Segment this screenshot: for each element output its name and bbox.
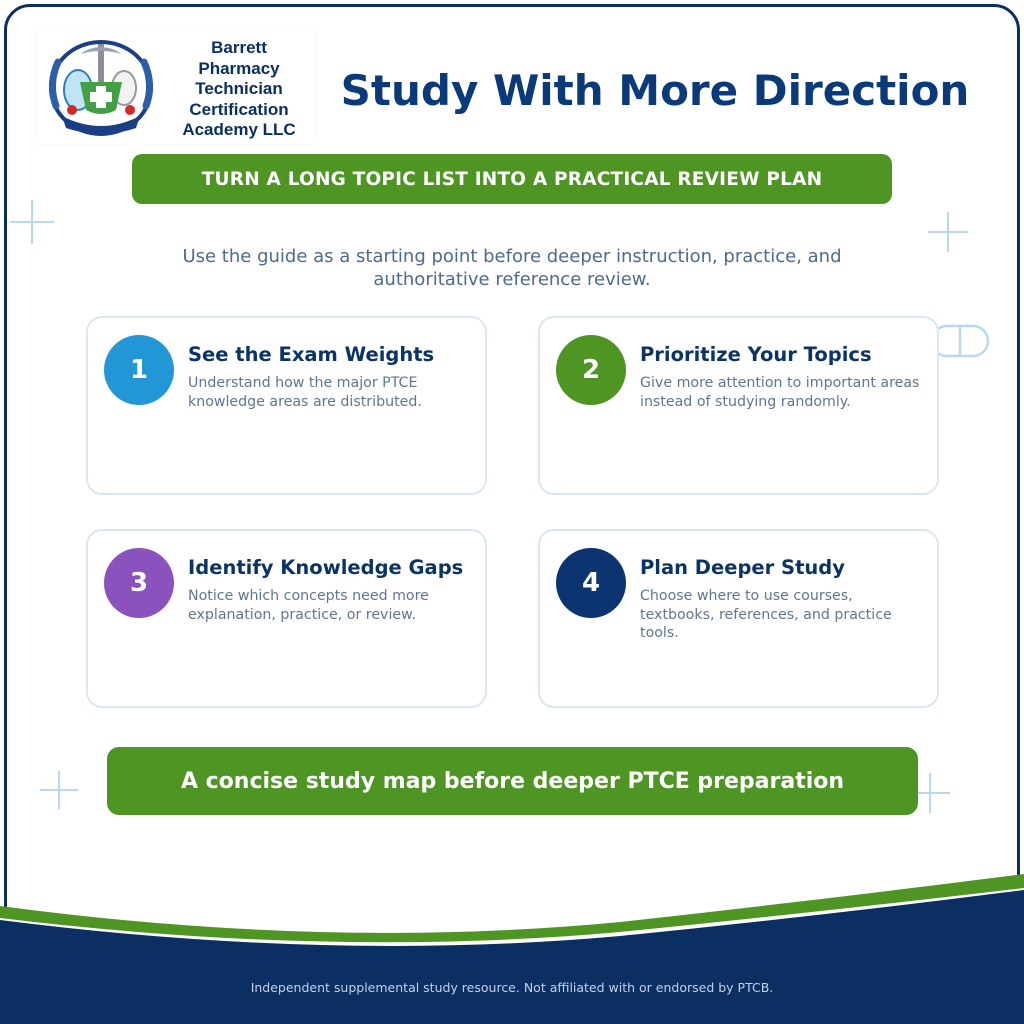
plus-icon	[928, 212, 968, 252]
top-banner: TURN A LONG TOPIC LIST INTO A PRACTICAL REVIEW PLAN	[132, 154, 892, 204]
academy-name-line: Pharmacy	[198, 58, 280, 78]
step-card	[86, 529, 487, 708]
step-description: Choose where to use courses, textbooks, references, and practice tools.	[640, 588, 892, 641]
academy-name-line: Certification	[189, 99, 289, 119]
step-title: Identify Knowledge Gaps	[188, 556, 464, 579]
step-number-badge: 4	[556, 548, 626, 618]
step-description: Understand how the major PTCE knowledge areas are distributed.	[188, 375, 422, 410]
capsule-icon	[930, 324, 990, 358]
academy-name-line: Technician	[195, 79, 283, 98]
step-card	[538, 529, 939, 708]
step-title: Plan Deeper Study	[640, 556, 845, 579]
academy-logo	[36, 30, 316, 144]
intro-text: Use the guide as a starting point before deeper instruction, practice, and authoritative reference review.	[182, 246, 842, 290]
step-title: See the Exam Weights	[188, 343, 435, 366]
step-card	[538, 316, 939, 495]
academy-name	[164, 38, 314, 141]
pharmacy-caduceus-mortar-emblem-icon	[40, 36, 162, 140]
step-number-badge: 1	[104, 335, 174, 405]
plus-icon	[40, 771, 78, 809]
step-number-badge: 2	[556, 335, 626, 405]
plus-icon	[10, 200, 54, 244]
step-card	[86, 316, 487, 495]
academy-name-line: Academy LLC	[182, 120, 296, 139]
step-number-badge: 3	[104, 548, 174, 618]
step-description: Notice which concepts need more explanation, practice, or review.	[188, 588, 429, 623]
step-description: Give more attention to important areas instead of studying randomly.	[640, 375, 920, 410]
academy-name-line: Barrett	[211, 38, 267, 57]
page-title: Study With More Direction	[340, 66, 970, 115]
footer-wave	[0, 860, 1024, 1024]
bottom-banner: A concise study map before deeper PTCE preparation	[107, 747, 918, 815]
step-title: Prioritize Your Topics	[640, 343, 872, 366]
disclaimer-text: Independent supplemental study resource. Not affiliated with or endorsed by PTCB.	[250, 980, 774, 995]
